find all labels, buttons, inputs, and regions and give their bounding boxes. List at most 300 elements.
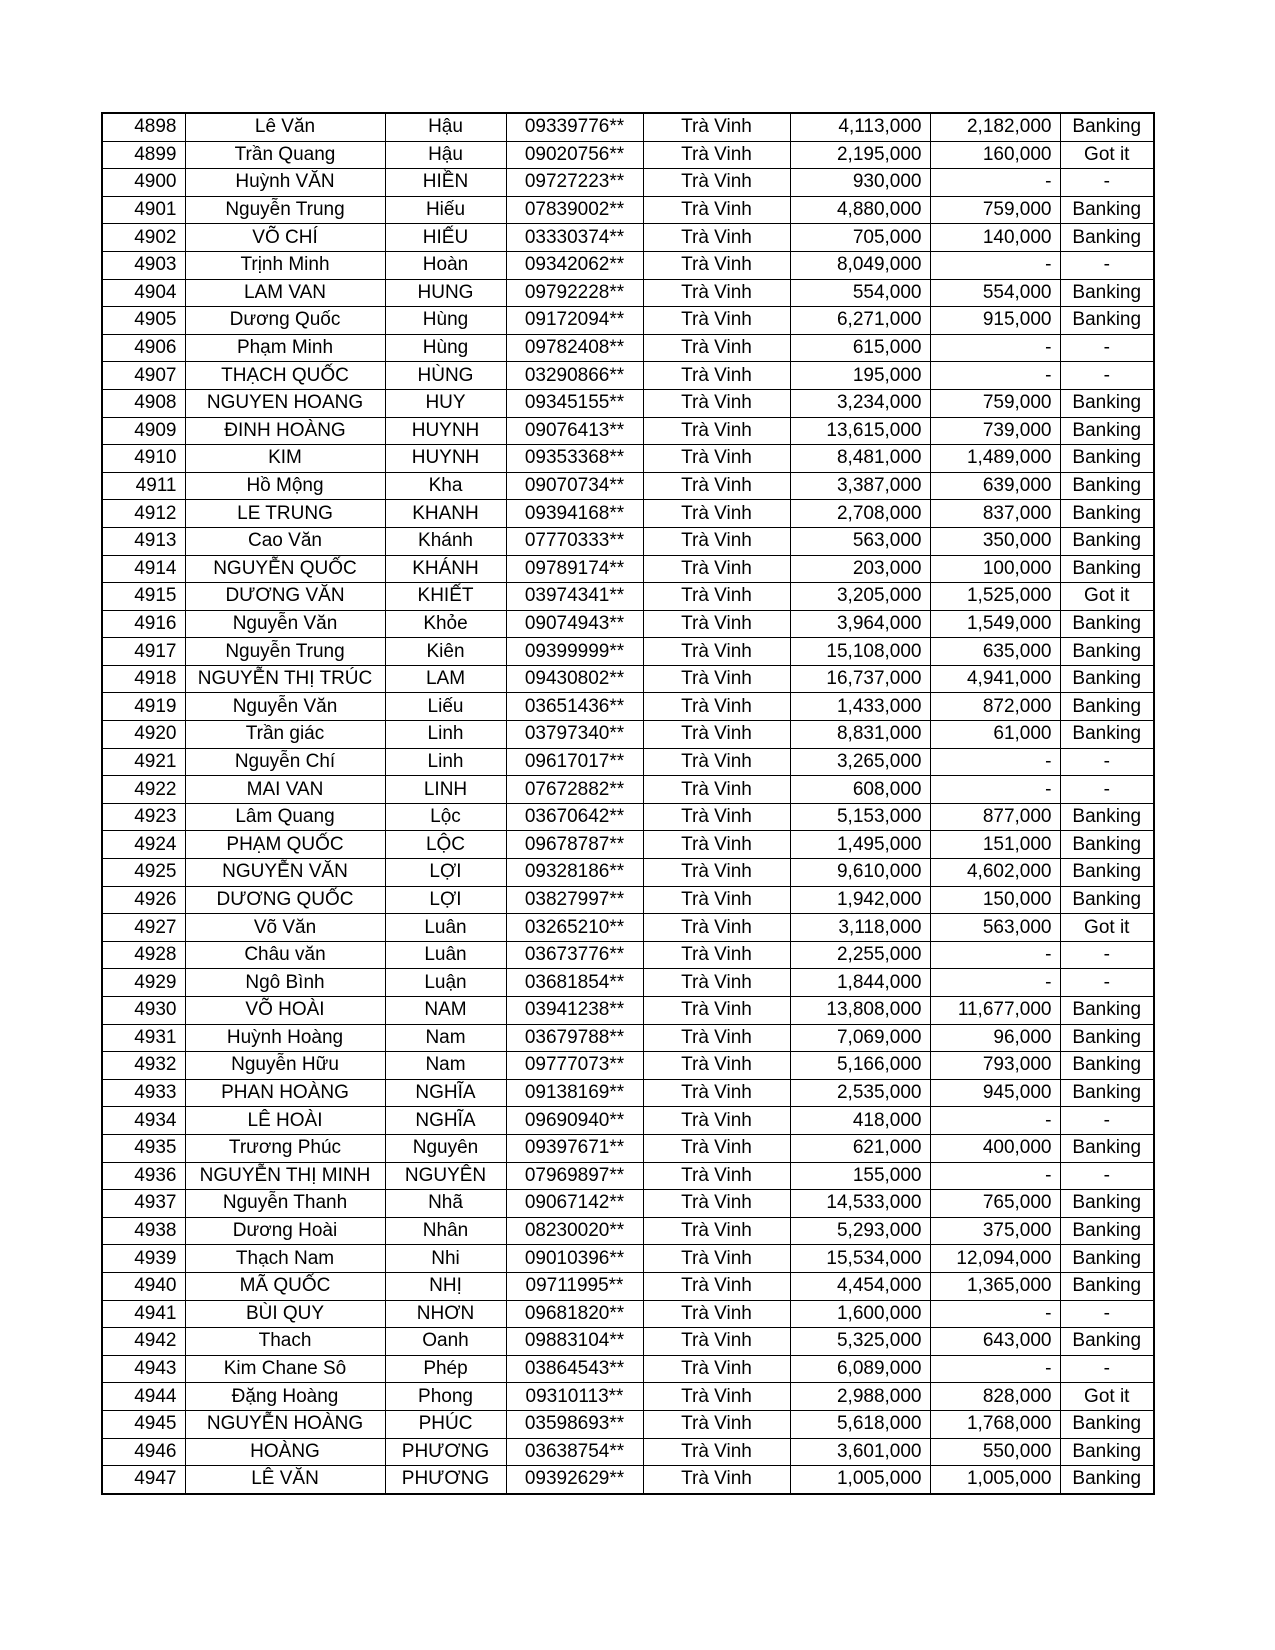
cell-given-name: HUNG <box>385 279 506 307</box>
cell-payment-method: Banking <box>1060 417 1154 445</box>
cell-surname-middle: Trương Phúc <box>185 1134 385 1162</box>
cell-given-name: LINH <box>385 776 506 804</box>
table-row <box>102 527 1154 555</box>
cell-total-amount: 5,293,000 <box>790 1217 930 1245</box>
table-row <box>102 1217 1154 1245</box>
cell-payment-method: Got it <box>1060 583 1154 611</box>
cell-phone-masked: 07969897** <box>506 1162 643 1190</box>
cell-surname-middle: NGUYỄN QUỐC <box>185 555 385 583</box>
cell-province: Trà Vinh <box>643 748 790 776</box>
cell-province: Trà Vinh <box>643 1466 790 1494</box>
cell-province: Trà Vinh <box>643 307 790 335</box>
cell-surname-middle: MÃ QUỐC <box>185 1272 385 1300</box>
cell-row-number: 4910 <box>102 445 185 473</box>
cell-payment-method: Banking <box>1060 721 1154 749</box>
cell-payment-method: Banking <box>1060 1217 1154 1245</box>
cell-payment-method: Banking <box>1060 307 1154 335</box>
cell-row-number: 4938 <box>102 1217 185 1245</box>
cell-total-amount: 8,831,000 <box>790 721 930 749</box>
table-row <box>102 1383 1154 1411</box>
cell-surname-middle: DƯƠNG QUỐC <box>185 886 385 914</box>
cell-province: Trà Vinh <box>643 417 790 445</box>
cell-row-number: 4937 <box>102 1190 185 1218</box>
cell-paid-amount: - <box>930 334 1060 362</box>
cell-given-name: Khánh <box>385 527 506 555</box>
table-row <box>102 941 1154 969</box>
cell-given-name: Hùng <box>385 307 506 335</box>
table-row <box>102 196 1154 224</box>
cell-payment-method: Banking <box>1060 389 1154 417</box>
cell-province: Trà Vinh <box>643 831 790 859</box>
table-row <box>102 1079 1154 1107</box>
cell-surname-middle: NGUYỄN VĂN <box>185 859 385 887</box>
table-row <box>102 638 1154 666</box>
cell-payment-method: Banking <box>1060 1328 1154 1356</box>
cell-surname-middle: LÊ VĂN <box>185 1466 385 1494</box>
cell-surname-middle: Châu văn <box>185 941 385 969</box>
cell-phone-masked: 09681820** <box>506 1300 643 1328</box>
cell-payment-method: Banking <box>1060 1245 1154 1273</box>
cell-payment-method: Banking <box>1060 224 1154 252</box>
cell-paid-amount: 643,000 <box>930 1328 1060 1356</box>
cell-province: Trà Vinh <box>643 776 790 804</box>
cell-total-amount: 1,942,000 <box>790 886 930 914</box>
cell-total-amount: 3,118,000 <box>790 914 930 942</box>
cell-given-name: Linh <box>385 721 506 749</box>
cell-row-number: 4919 <box>102 693 185 721</box>
cell-total-amount: 554,000 <box>790 279 930 307</box>
cell-total-amount: 4,113,000 <box>790 113 930 141</box>
cell-province: Trà Vinh <box>643 500 790 528</box>
cell-surname-middle: Nguyễn Văn <box>185 693 385 721</box>
cell-total-amount: 621,000 <box>790 1134 930 1162</box>
cell-payment-method: - <box>1060 1162 1154 1190</box>
cell-row-number: 4933 <box>102 1079 185 1107</box>
cell-given-name: Khỏe <box>385 610 506 638</box>
cell-surname-middle: NGUYỄN THỊ TRÚC <box>185 665 385 693</box>
cell-paid-amount: 160,000 <box>930 141 1060 169</box>
cell-province: Trà Vinh <box>643 1383 790 1411</box>
cell-payment-method: Banking <box>1060 859 1154 887</box>
cell-row-number: 4904 <box>102 279 185 307</box>
cell-province: Trà Vinh <box>643 859 790 887</box>
cell-given-name: Luân <box>385 914 506 942</box>
cell-given-name: Kiên <box>385 638 506 666</box>
cell-paid-amount: 1,005,000 <box>930 1466 1060 1494</box>
cell-paid-amount: 96,000 <box>930 1024 1060 1052</box>
table-row <box>102 1355 1154 1383</box>
cell-total-amount: 1,600,000 <box>790 1300 930 1328</box>
cell-payment-method: - <box>1060 334 1154 362</box>
cell-paid-amount: 140,000 <box>930 224 1060 252</box>
cell-given-name: LỢI <box>385 886 506 914</box>
cell-total-amount: 7,069,000 <box>790 1024 930 1052</box>
cell-paid-amount: 4,941,000 <box>930 665 1060 693</box>
cell-given-name: NGHĨA <box>385 1107 506 1135</box>
cell-given-name: Hiếu <box>385 196 506 224</box>
cell-province: Trà Vinh <box>643 914 790 942</box>
table-row <box>102 169 1154 197</box>
table-row <box>102 665 1154 693</box>
cell-row-number: 4928 <box>102 941 185 969</box>
cell-given-name: NHƠN <box>385 1300 506 1328</box>
cell-province: Trà Vinh <box>643 1300 790 1328</box>
cell-paid-amount: 1,489,000 <box>930 445 1060 473</box>
cell-total-amount: 15,108,000 <box>790 638 930 666</box>
table-row <box>102 693 1154 721</box>
cell-surname-middle: Thach <box>185 1328 385 1356</box>
cell-paid-amount: 1,768,000 <box>930 1410 1060 1438</box>
table-row <box>102 831 1154 859</box>
cell-payment-method: - <box>1060 1300 1154 1328</box>
cell-province: Trà Vinh <box>643 638 790 666</box>
cell-province: Trà Vinh <box>643 169 790 197</box>
cell-row-number: 4905 <box>102 307 185 335</box>
cell-given-name: Nguyên <box>385 1134 506 1162</box>
cell-phone-masked: 08230020** <box>506 1217 643 1245</box>
cell-given-name: Hậu <box>385 141 506 169</box>
cell-payment-method: Banking <box>1060 500 1154 528</box>
cell-row-number: 4945 <box>102 1410 185 1438</box>
table-row <box>102 859 1154 887</box>
cell-payment-method: Banking <box>1060 1410 1154 1438</box>
cell-row-number: 4921 <box>102 748 185 776</box>
cell-given-name: PHƯƠNG <box>385 1438 506 1466</box>
cell-row-number: 4906 <box>102 334 185 362</box>
cell-phone-masked: 09392629** <box>506 1466 643 1494</box>
cell-phone-masked: 03330374** <box>506 224 643 252</box>
cell-paid-amount: 2,182,000 <box>930 113 1060 141</box>
cell-phone-masked: 09138169** <box>506 1079 643 1107</box>
table-row <box>102 113 1154 141</box>
cell-total-amount: 2,255,000 <box>790 941 930 969</box>
cell-row-number: 4914 <box>102 555 185 583</box>
table-row <box>102 914 1154 942</box>
cell-payment-method: - <box>1060 169 1154 197</box>
cell-surname-middle: NGUYỄN THỊ MINH <box>185 1162 385 1190</box>
cell-phone-masked: 09020756** <box>506 141 643 169</box>
cell-phone-masked: 03941238** <box>506 997 643 1025</box>
cell-given-name: HIỀN <box>385 169 506 197</box>
cell-row-number: 4939 <box>102 1245 185 1273</box>
table-row <box>102 224 1154 252</box>
cell-province: Trà Vinh <box>643 886 790 914</box>
cell-total-amount: 3,964,000 <box>790 610 930 638</box>
cell-paid-amount: 563,000 <box>930 914 1060 942</box>
cell-total-amount: 4,880,000 <box>790 196 930 224</box>
cell-phone-masked: 09010396** <box>506 1245 643 1273</box>
cell-total-amount: 608,000 <box>790 776 930 804</box>
cell-paid-amount: - <box>930 969 1060 997</box>
table-row <box>102 1466 1154 1494</box>
cell-payment-method: Got it <box>1060 141 1154 169</box>
cell-paid-amount: 1,549,000 <box>930 610 1060 638</box>
cell-given-name: KHANH <box>385 500 506 528</box>
cell-total-amount: 15,534,000 <box>790 1245 930 1273</box>
cell-province: Trà Vinh <box>643 997 790 1025</box>
table-row <box>102 803 1154 831</box>
cell-total-amount: 8,049,000 <box>790 251 930 279</box>
cell-paid-amount: 828,000 <box>930 1383 1060 1411</box>
cell-payment-method: Banking <box>1060 196 1154 224</box>
cell-surname-middle: Lâm Quang <box>185 803 385 831</box>
cell-surname-middle: Hồ Mộng <box>185 472 385 500</box>
table-row <box>102 1162 1154 1190</box>
cell-phone-masked: 09353368** <box>506 445 643 473</box>
cell-total-amount: 3,265,000 <box>790 748 930 776</box>
table-row <box>102 555 1154 583</box>
cell-row-number: 4931 <box>102 1024 185 1052</box>
cell-given-name: HÙNG <box>385 362 506 390</box>
cell-given-name: LAM <box>385 665 506 693</box>
cell-given-name: PHÚC <box>385 1410 506 1438</box>
cell-row-number: 4940 <box>102 1272 185 1300</box>
cell-paid-amount: 793,000 <box>930 1052 1060 1080</box>
cell-payment-method: Banking <box>1060 279 1154 307</box>
table-row <box>102 969 1154 997</box>
cell-payment-method: Banking <box>1060 665 1154 693</box>
cell-province: Trà Vinh <box>643 1217 790 1245</box>
cell-row-number: 4911 <box>102 472 185 500</box>
cell-phone-masked: 09792228** <box>506 279 643 307</box>
cell-given-name: NHỊ <box>385 1272 506 1300</box>
cell-phone-masked: 09727223** <box>506 169 643 197</box>
cell-phone-masked: 09617017** <box>506 748 643 776</box>
cell-given-name: NAM <box>385 997 506 1025</box>
cell-surname-middle: Đặng Hoàng <box>185 1383 385 1411</box>
cell-total-amount: 5,618,000 <box>790 1410 930 1438</box>
cell-payment-method: Banking <box>1060 1134 1154 1162</box>
cell-paid-amount: 150,000 <box>930 886 1060 914</box>
table-row <box>102 417 1154 445</box>
cell-surname-middle: Nguyễn Trung <box>185 638 385 666</box>
cell-row-number: 4916 <box>102 610 185 638</box>
cell-row-number: 4909 <box>102 417 185 445</box>
cell-province: Trà Vinh <box>643 1162 790 1190</box>
cell-row-number: 4936 <box>102 1162 185 1190</box>
table-row <box>102 1245 1154 1273</box>
cell-phone-masked: 03974341** <box>506 583 643 611</box>
cell-given-name: Linh <box>385 748 506 776</box>
cell-total-amount: 1,433,000 <box>790 693 930 721</box>
table-row <box>102 1328 1154 1356</box>
cell-paid-amount: 639,000 <box>930 472 1060 500</box>
cell-given-name: Kha <box>385 472 506 500</box>
table-row <box>102 1300 1154 1328</box>
cell-paid-amount: - <box>930 1107 1060 1135</box>
cell-phone-masked: 09339776** <box>506 113 643 141</box>
cell-payment-method: - <box>1060 251 1154 279</box>
cell-total-amount: 705,000 <box>790 224 930 252</box>
cell-surname-middle: Trần Quang <box>185 141 385 169</box>
cell-phone-masked: 03265210** <box>506 914 643 942</box>
cell-payment-method: - <box>1060 1107 1154 1135</box>
cell-row-number: 4941 <box>102 1300 185 1328</box>
cell-paid-amount: 739,000 <box>930 417 1060 445</box>
cell-given-name: KHIẾT <box>385 583 506 611</box>
cell-payment-method: - <box>1060 969 1154 997</box>
cell-given-name: Luân <box>385 941 506 969</box>
cell-surname-middle: LE TRUNG <box>185 500 385 528</box>
cell-paid-amount: 550,000 <box>930 1438 1060 1466</box>
table-row <box>102 389 1154 417</box>
cell-payment-method: Banking <box>1060 693 1154 721</box>
cell-surname-middle: VÕ HOÀI <box>185 997 385 1025</box>
table-row <box>102 251 1154 279</box>
cell-phone-masked: 07839002** <box>506 196 643 224</box>
cell-payment-method: Banking <box>1060 113 1154 141</box>
cell-total-amount: 1,844,000 <box>790 969 930 997</box>
cell-payment-method: - <box>1060 941 1154 969</box>
cell-province: Trà Vinh <box>643 1272 790 1300</box>
cell-payment-method: Banking <box>1060 1079 1154 1107</box>
cell-province: Trà Vinh <box>643 610 790 638</box>
cell-given-name: HUYNH <box>385 417 506 445</box>
cell-payment-method: Banking <box>1060 1190 1154 1218</box>
cell-row-number: 4917 <box>102 638 185 666</box>
cell-total-amount: 6,089,000 <box>790 1355 930 1383</box>
cell-surname-middle: Cao Văn <box>185 527 385 555</box>
cell-surname-middle: Thạch Nam <box>185 1245 385 1273</box>
cell-surname-middle: Huỳnh Hoàng <box>185 1024 385 1052</box>
cell-total-amount: 155,000 <box>790 1162 930 1190</box>
cell-surname-middle: VÕ CHÍ <box>185 224 385 252</box>
cell-payment-method: Banking <box>1060 445 1154 473</box>
cell-paid-amount: 945,000 <box>930 1079 1060 1107</box>
cell-row-number: 4926 <box>102 886 185 914</box>
cell-payment-method: Banking <box>1060 997 1154 1025</box>
cell-row-number: 4915 <box>102 583 185 611</box>
cell-phone-masked: 03673776** <box>506 941 643 969</box>
cell-row-number: 4932 <box>102 1052 185 1080</box>
cell-paid-amount: - <box>930 251 1060 279</box>
cell-total-amount: 13,615,000 <box>790 417 930 445</box>
cell-given-name: HUY <box>385 389 506 417</box>
cell-payment-method: Banking <box>1060 638 1154 666</box>
cell-payment-method: Got it <box>1060 1383 1154 1411</box>
cell-paid-amount: 350,000 <box>930 527 1060 555</box>
cell-row-number: 4912 <box>102 500 185 528</box>
cell-province: Trà Vinh <box>643 1052 790 1080</box>
cell-payment-method: Banking <box>1060 886 1154 914</box>
cell-row-number: 4946 <box>102 1438 185 1466</box>
table-row <box>102 1107 1154 1135</box>
cell-row-number: 4907 <box>102 362 185 390</box>
cell-surname-middle: Phạm Minh <box>185 334 385 362</box>
cell-paid-amount: 759,000 <box>930 389 1060 417</box>
cell-total-amount: 13,808,000 <box>790 997 930 1025</box>
cell-row-number: 4918 <box>102 665 185 693</box>
cell-paid-amount: 11,677,000 <box>930 997 1060 1025</box>
cell-row-number: 4903 <box>102 251 185 279</box>
cell-paid-amount: - <box>930 1300 1060 1328</box>
cell-row-number: 4929 <box>102 969 185 997</box>
cell-province: Trà Vinh <box>643 665 790 693</box>
cell-paid-amount: - <box>930 1162 1060 1190</box>
cell-surname-middle: NGUYỄN HOÀNG <box>185 1410 385 1438</box>
cell-total-amount: 3,387,000 <box>790 472 930 500</box>
table-row <box>102 279 1154 307</box>
cell-province: Trà Vinh <box>643 1079 790 1107</box>
cell-total-amount: 2,535,000 <box>790 1079 930 1107</box>
cell-total-amount: 2,708,000 <box>790 500 930 528</box>
cell-given-name: Hoàn <box>385 251 506 279</box>
cell-row-number: 4900 <box>102 169 185 197</box>
table-row <box>102 362 1154 390</box>
cell-province: Trà Vinh <box>643 693 790 721</box>
cell-paid-amount: 375,000 <box>930 1217 1060 1245</box>
cell-given-name: Nhã <box>385 1190 506 1218</box>
cell-payment-method: - <box>1060 362 1154 390</box>
cell-paid-amount: 759,000 <box>930 196 1060 224</box>
cell-payment-method: Banking <box>1060 1466 1154 1494</box>
cell-paid-amount: 1,365,000 <box>930 1272 1060 1300</box>
cell-paid-amount: 4,602,000 <box>930 859 1060 887</box>
cell-total-amount: 1,495,000 <box>790 831 930 859</box>
cell-surname-middle: Võ Văn <box>185 914 385 942</box>
cell-total-amount: 5,166,000 <box>790 1052 930 1080</box>
cell-phone-masked: 03679788** <box>506 1024 643 1052</box>
cell-surname-middle: Nguyễn Chí <box>185 748 385 776</box>
cell-province: Trà Vinh <box>643 196 790 224</box>
cell-province: Trà Vinh <box>643 279 790 307</box>
records-table <box>101 112 1155 1495</box>
cell-total-amount: 3,234,000 <box>790 389 930 417</box>
cell-given-name: LỢI <box>385 859 506 887</box>
cell-payment-method: Got it <box>1060 914 1154 942</box>
cell-surname-middle: PHAN HOÀNG <box>185 1079 385 1107</box>
table-row <box>102 997 1154 1025</box>
cell-province: Trà Vinh <box>643 1410 790 1438</box>
cell-payment-method: - <box>1060 748 1154 776</box>
cell-surname-middle: Kim Chane Sô <box>185 1355 385 1383</box>
cell-phone-masked: 09394168** <box>506 500 643 528</box>
cell-phone-masked: 09678787** <box>506 831 643 859</box>
cell-paid-amount: 837,000 <box>930 500 1060 528</box>
cell-province: Trà Vinh <box>643 1190 790 1218</box>
cell-province: Trà Vinh <box>643 1024 790 1052</box>
cell-total-amount: 3,205,000 <box>790 583 930 611</box>
cell-total-amount: 16,737,000 <box>790 665 930 693</box>
cell-province: Trà Vinh <box>643 1328 790 1356</box>
cell-given-name: Hùng <box>385 334 506 362</box>
cell-payment-method: Banking <box>1060 610 1154 638</box>
cell-phone-masked: 09310113** <box>506 1383 643 1411</box>
cell-province: Trà Vinh <box>643 1438 790 1466</box>
cell-phone-masked: 03638754** <box>506 1438 643 1466</box>
table-row <box>102 748 1154 776</box>
cell-surname-middle: Nguyễn Trung <box>185 196 385 224</box>
cell-given-name: Hậu <box>385 113 506 141</box>
cell-given-name: NGHĨA <box>385 1079 506 1107</box>
cell-paid-amount: 61,000 <box>930 721 1060 749</box>
cell-surname-middle: Trịnh Minh <box>185 251 385 279</box>
cell-province: Trà Vinh <box>643 1107 790 1135</box>
table-row <box>102 610 1154 638</box>
cell-province: Trà Vinh <box>643 113 790 141</box>
cell-given-name: Nhi <box>385 1245 506 1273</box>
table-row <box>102 1190 1154 1218</box>
cell-payment-method: Banking <box>1060 831 1154 859</box>
cell-paid-amount: 765,000 <box>930 1190 1060 1218</box>
cell-province: Trà Vinh <box>643 555 790 583</box>
records-table-body <box>102 113 1154 1494</box>
cell-province: Trà Vinh <box>643 362 790 390</box>
cell-row-number: 4924 <box>102 831 185 859</box>
cell-total-amount: 1,005,000 <box>790 1466 930 1494</box>
cell-paid-amount: - <box>930 169 1060 197</box>
table-row <box>102 500 1154 528</box>
